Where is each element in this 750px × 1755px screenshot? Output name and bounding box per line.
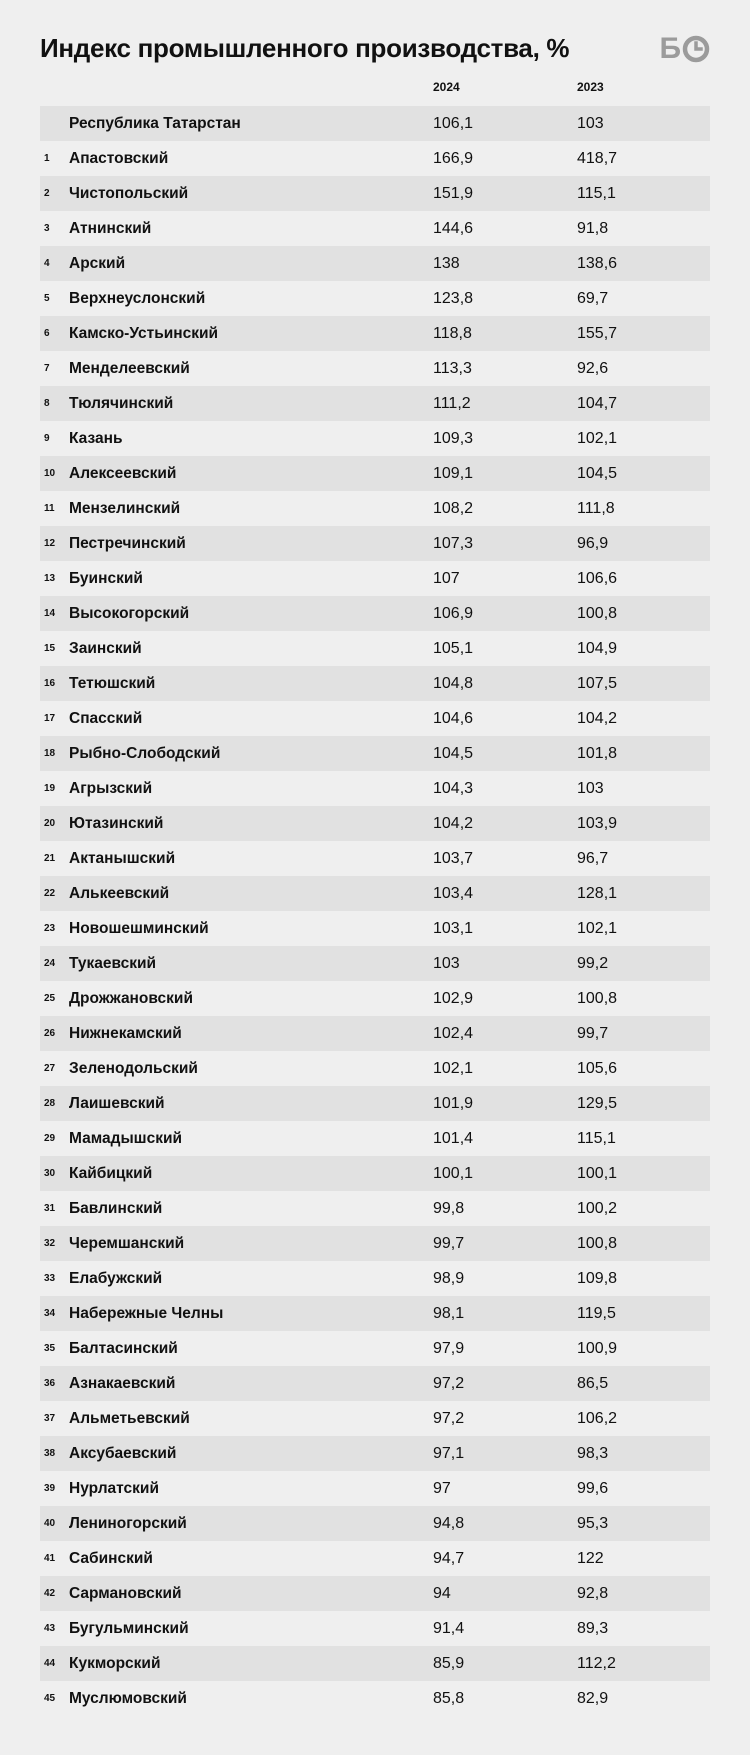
table-row [40, 1506, 710, 1541]
value-2024: 94,8 [433, 1515, 465, 1532]
table-row [40, 911, 710, 946]
value-2023: 82,9 [577, 1690, 609, 1707]
rank-number: 45 [44, 1693, 56, 1704]
value-2023: 100,8 [577, 1235, 618, 1252]
data-table [40, 106, 710, 1716]
table-row [40, 876, 710, 911]
region-name: Тетюшский [69, 675, 156, 692]
value-2024: 91,4 [433, 1620, 465, 1637]
rank-number: 5 [44, 293, 50, 304]
rank-number: 32 [44, 1238, 56, 1249]
value-2024: 111,2 [433, 395, 471, 412]
value-2023: 109,8 [577, 1270, 618, 1287]
rank-number: 13 [44, 573, 56, 584]
value-2023: 96,9 [577, 535, 609, 552]
logo [659, 34, 710, 64]
region-name: Азнакаевский [69, 1375, 176, 1392]
value-2024: 103 [433, 955, 460, 972]
region-name: Зеленодольский [69, 1060, 198, 1077]
rank-number: 36 [44, 1378, 56, 1389]
region-name: Чистопольский [69, 185, 189, 202]
table-row [40, 946, 710, 981]
table-row [40, 561, 710, 596]
value-2023: 99,7 [577, 1025, 609, 1042]
value-2023: 102,1 [577, 920, 618, 937]
value-2023: 138,6 [577, 255, 618, 272]
rank-number: 12 [44, 538, 56, 549]
value-2023: 99,6 [577, 1480, 609, 1497]
value-2024: 98,1 [433, 1305, 465, 1322]
value-2023: 92,6 [577, 360, 609, 377]
rank-number: 24 [44, 958, 56, 969]
table-row [40, 421, 710, 456]
value-2023: 69,7 [577, 290, 609, 307]
rank-number: 34 [44, 1308, 56, 1319]
value-2024: 104,5 [433, 745, 474, 762]
table-row [40, 351, 710, 386]
table-row [40, 1646, 710, 1681]
region-name: Тукаевский [69, 955, 157, 972]
value-2024: 104,8 [433, 675, 474, 692]
rank-number: 6 [44, 328, 50, 339]
value-2024: 94,7 [433, 1550, 465, 1567]
value-2023: 122 [577, 1550, 604, 1567]
column-header-2023: 2023 [577, 80, 604, 94]
value-2023: 101,8 [577, 745, 618, 762]
region-name: Лаишевский [69, 1095, 165, 1112]
rank-number: 8 [44, 398, 50, 409]
table-row [40, 771, 710, 806]
value-2024: 98,9 [433, 1270, 465, 1287]
value-2024: 166,9 [433, 150, 474, 167]
region-name: Арский [69, 255, 126, 272]
value-2024: 101,9 [433, 1095, 474, 1112]
rank-number: 1 [44, 153, 50, 164]
table-row [40, 316, 710, 351]
rank-number: 22 [44, 888, 56, 899]
region-name: Высокогорский [69, 605, 190, 622]
table-row [40, 1576, 710, 1611]
region-name: Камско-Устьинский [69, 325, 219, 342]
value-2023: 155,7 [577, 325, 618, 342]
table-row [40, 701, 710, 736]
value-2023: 100,8 [577, 990, 618, 1007]
table-row [40, 806, 710, 841]
value-2024: 97,1 [433, 1445, 465, 1462]
logo-letter: Б [659, 32, 681, 65]
value-2023: 99,2 [577, 955, 609, 972]
region-name: Кукморский [69, 1655, 161, 1672]
value-2024: 85,9 [433, 1655, 465, 1672]
value-2023: 111,8 [577, 500, 615, 517]
value-2024: 106,1 [433, 115, 474, 132]
clock-icon [682, 35, 710, 63]
value-2024: 103,1 [433, 920, 474, 937]
table-row [40, 1051, 710, 1086]
region-name: Алексеевский [69, 465, 177, 482]
value-2024: 103,7 [433, 850, 474, 867]
value-2024: 101,4 [433, 1130, 474, 1147]
table-row [40, 1086, 710, 1121]
value-2024: 99,8 [433, 1200, 465, 1217]
table-row [40, 1366, 710, 1401]
value-2024: 97,9 [433, 1340, 465, 1357]
region-name: Рыбно-Слободский [69, 745, 221, 762]
value-2023: 104,2 [577, 710, 618, 727]
table-row [40, 736, 710, 771]
value-2023: 95,3 [577, 1515, 609, 1532]
rank-number: 11 [44, 503, 55, 514]
region-name: Балтасинский [69, 1340, 178, 1357]
rank-number: 28 [44, 1098, 56, 1109]
value-2023: 103 [577, 780, 604, 797]
value-2024: 85,8 [433, 1690, 465, 1707]
rank-number: 3 [44, 223, 50, 234]
region-name: Лениногорский [69, 1515, 187, 1532]
value-2023: 418,7 [577, 150, 618, 167]
value-2024: 123,8 [433, 290, 474, 307]
region-name: Дрожжановский [69, 990, 193, 1007]
table-row [40, 456, 710, 491]
table-row [40, 631, 710, 666]
region-name: Актанышский [69, 850, 176, 867]
region-name: Нижнекамский [69, 1025, 182, 1042]
value-2024: 104,6 [433, 710, 474, 727]
value-2024: 107 [433, 570, 460, 587]
value-2023: 115,1 [577, 1130, 616, 1147]
region-name: Сармановский [69, 1585, 182, 1602]
rank-number: 40 [44, 1518, 56, 1529]
value-2023: 103,9 [577, 815, 618, 832]
table-row [40, 526, 710, 561]
table-row [40, 1296, 710, 1331]
rank-number: 14 [44, 608, 56, 619]
value-2023: 128,1 [577, 885, 618, 902]
region-name: Черемшанский [69, 1235, 185, 1252]
value-2024: 94 [433, 1585, 451, 1602]
table-row [40, 211, 710, 246]
rank-number: 16 [44, 678, 56, 689]
table-row [40, 1471, 710, 1506]
table-row [40, 1611, 710, 1646]
table-row [40, 981, 710, 1016]
table-row [40, 596, 710, 631]
region-name: Агрызский [69, 780, 153, 797]
value-2024: 106,9 [433, 605, 474, 622]
value-2023: 104,5 [577, 465, 618, 482]
value-2024: 104,3 [433, 780, 474, 797]
rank-number: 25 [44, 993, 56, 1004]
chart-title: Индекс промышленного производства, % [40, 33, 570, 63]
value-2023: 107,5 [577, 675, 618, 692]
table-row [40, 1331, 710, 1366]
table-row [40, 176, 710, 211]
table-row [40, 1226, 710, 1261]
value-2023: 106,2 [577, 1410, 618, 1427]
value-2023: 100,8 [577, 605, 618, 622]
rank-number: 18 [44, 748, 56, 759]
value-2024: 107,3 [433, 535, 474, 552]
value-2024: 104,2 [433, 815, 474, 832]
table-row [40, 1541, 710, 1576]
table-row [40, 841, 710, 876]
region-name: Республика Татарстан [69, 115, 241, 132]
rank-number: 30 [44, 1168, 56, 1179]
value-2023: 104,9 [577, 640, 618, 657]
region-name: Атнинский [69, 220, 152, 237]
value-2024: 151,9 [433, 185, 474, 202]
value-2024: 138 [433, 255, 460, 272]
rank-number: 37 [44, 1413, 56, 1424]
rank-number: 15 [44, 643, 56, 654]
rank-number: 39 [44, 1483, 56, 1494]
rank-number: 23 [44, 923, 56, 934]
table-row [40, 1191, 710, 1226]
table-row [40, 1401, 710, 1436]
rank-number: 38 [44, 1448, 56, 1459]
region-name: Сабинский [69, 1550, 153, 1567]
region-name: Нурлатский [69, 1480, 159, 1497]
value-2023: 129,5 [577, 1095, 618, 1112]
value-2024: 118,8 [433, 325, 472, 342]
value-2023: 115,1 [577, 185, 616, 202]
region-name: Муслюмовский [69, 1690, 187, 1707]
value-2024: 144,6 [433, 220, 474, 237]
rank-number: 41 [44, 1553, 56, 1564]
value-2024: 102,9 [433, 990, 474, 1007]
rank-number: 21 [44, 853, 56, 864]
value-2023: 91,8 [577, 220, 609, 237]
region-name: Казань [69, 430, 123, 447]
table-row [40, 1261, 710, 1296]
value-2024: 97,2 [433, 1375, 465, 1392]
region-name: Ютазинский [69, 815, 164, 832]
region-name: Елабужский [69, 1270, 163, 1287]
region-name: Альметьевский [69, 1410, 190, 1427]
rank-number: 33 [44, 1273, 56, 1284]
table-row [40, 386, 710, 421]
rank-number: 31 [44, 1203, 56, 1214]
value-2023: 102,1 [577, 430, 618, 447]
table-row [40, 1436, 710, 1471]
value-2024: 109,1 [433, 465, 474, 482]
value-2023: 89,3 [577, 1620, 609, 1637]
region-name: Буинский [69, 570, 143, 587]
rank-number: 35 [44, 1343, 56, 1354]
rank-number: 2 [44, 188, 50, 199]
rank-number: 7 [44, 363, 50, 374]
table-row [40, 1156, 710, 1191]
region-name: Мензелинский [69, 500, 181, 517]
value-2023: 96,7 [577, 850, 609, 867]
value-2024: 105,1 [433, 640, 474, 657]
value-2024: 102,1 [433, 1060, 474, 1077]
value-2023: 92,8 [577, 1585, 609, 1602]
value-2023: 103 [577, 115, 604, 132]
rank-number: 43 [44, 1623, 56, 1634]
rank-number: 10 [44, 468, 56, 479]
region-name: Кайбицкий [69, 1165, 153, 1182]
region-name: Бугульминский [69, 1620, 189, 1637]
value-2024: 97 [433, 1480, 451, 1497]
value-2024: 102,4 [433, 1025, 474, 1042]
value-2024: 108,2 [433, 500, 474, 517]
table-row [40, 1121, 710, 1156]
value-2024: 100,1 [433, 1165, 474, 1182]
region-name: Набережные Челны [69, 1305, 224, 1322]
value-2023: 104,7 [577, 395, 618, 412]
rank-number: 27 [44, 1063, 56, 1074]
rank-number: 20 [44, 818, 56, 829]
value-2023: 112,2 [577, 1655, 616, 1672]
rank-number: 44 [44, 1658, 56, 1669]
region-name: Тюлячинский [69, 395, 174, 412]
table-row [40, 1016, 710, 1051]
region-name: Заинский [69, 640, 142, 657]
rank-number: 29 [44, 1133, 56, 1144]
value-2023: 100,9 [577, 1340, 618, 1357]
rank-number: 26 [44, 1028, 56, 1039]
region-name: Новошешминский [69, 920, 209, 937]
value-2023: 106,6 [577, 570, 618, 587]
value-2023: 119,5 [577, 1305, 616, 1322]
region-name: Апастовский [69, 150, 169, 167]
rank-number: 19 [44, 783, 56, 794]
value-2023: 105,6 [577, 1060, 618, 1077]
region-name: Бавлинский [69, 1200, 163, 1217]
table-row [40, 666, 710, 701]
region-name: Аксубаевский [69, 1445, 177, 1462]
table-row [40, 491, 710, 526]
value-2023: 100,1 [577, 1165, 618, 1182]
value-2024: 109,3 [433, 430, 474, 447]
value-2024: 99,7 [433, 1235, 465, 1252]
rank-number: 42 [44, 1588, 56, 1599]
rank-number: 17 [44, 713, 56, 724]
table-row [40, 246, 710, 281]
rank-number: 9 [44, 433, 50, 444]
region-name: Верхнеуслонский [69, 290, 206, 307]
region-name: Менделеевский [69, 360, 190, 377]
value-2024: 97,2 [433, 1410, 465, 1427]
region-name: Пестречинский [69, 535, 186, 552]
region-name: Алькеевский [69, 885, 170, 902]
table-row [40, 141, 710, 176]
table-row [40, 281, 710, 316]
value-2024: 103,4 [433, 885, 474, 902]
rank-number: 4 [44, 258, 50, 269]
value-2024: 113,3 [433, 360, 472, 377]
value-2023: 98,3 [577, 1445, 609, 1462]
value-2023: 100,2 [577, 1200, 618, 1217]
table-row-total [40, 106, 710, 141]
region-name: Мамадышский [69, 1130, 183, 1147]
region-name: Спасский [69, 710, 143, 727]
value-2023: 86,5 [577, 1375, 609, 1392]
column-header-2024: 2024 [433, 80, 460, 94]
table-row [40, 1681, 710, 1716]
